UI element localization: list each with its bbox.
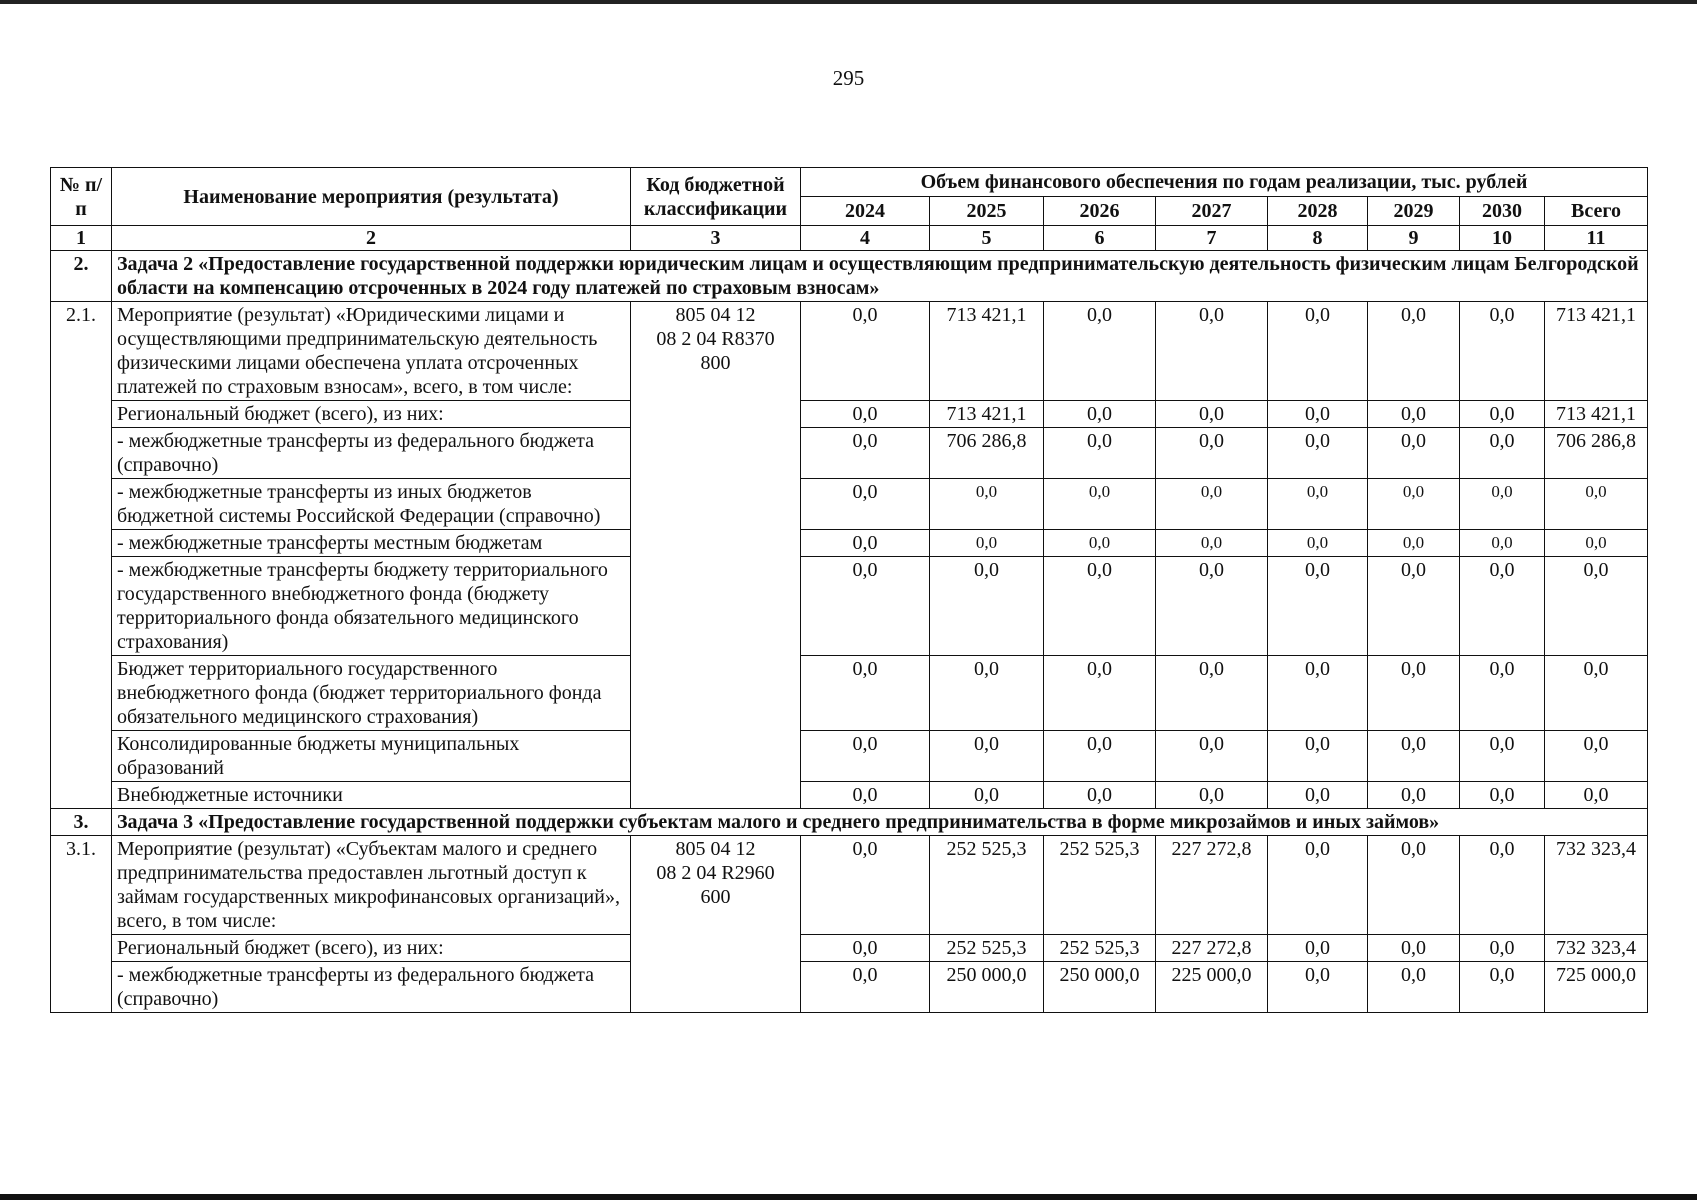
value-cell: 0,0 — [1044, 656, 1156, 731]
budget-source-row — [51, 401, 1648, 428]
value-cell: 0,0 — [930, 731, 1044, 782]
budget-source-row — [51, 557, 1648, 656]
value-cell: 0,0 — [801, 962, 930, 1013]
value-cell: 0,0 — [1368, 557, 1460, 656]
value-cell: 227 272,8 — [1156, 935, 1268, 962]
value-cell: 0,0 — [930, 656, 1044, 731]
row-label: Консолидированные бюджеты муниципальных образований — [112, 731, 631, 782]
value-cell: 0,0 — [1460, 428, 1545, 479]
header-year: 2028 — [1268, 197, 1368, 226]
column-numbers-row — [51, 226, 1648, 251]
column-number: 8 — [1268, 226, 1368, 251]
value-cell: 0,0 — [1268, 656, 1368, 731]
column-number: 10 — [1460, 226, 1545, 251]
row-label: Внебюджетные источники — [112, 782, 631, 809]
budget-source-row — [51, 935, 1648, 962]
value-cell: 725 000,0 — [1545, 962, 1648, 1013]
value-cell: 252 525,3 — [1044, 836, 1156, 935]
column-number: 11 — [1545, 226, 1648, 251]
value-cell: 713 421,1 — [1545, 302, 1648, 401]
value-cell: 252 525,3 — [1044, 935, 1156, 962]
column-number: 9 — [1368, 226, 1460, 251]
value-cell: 0,0 — [1460, 530, 1545, 557]
budget-code: 805 04 12 08 2 04 R8370 800 — [631, 302, 801, 809]
value-cell: 0,0 — [1368, 302, 1460, 401]
row-label: - межбюджетные трансферты из иных бюджетов бюджетной системы Российской Федерации (справочно) — [112, 479, 631, 530]
header-year: 2029 — [1368, 197, 1460, 226]
row-label: - межбюджетные трансферты местным бюджетам — [112, 530, 631, 557]
value-cell: 0,0 — [1268, 557, 1368, 656]
header-year: 2026 — [1044, 197, 1156, 226]
header-total: Всего — [1545, 197, 1648, 226]
value-cell: 0,0 — [1545, 530, 1648, 557]
value-cell: 0,0 — [1044, 557, 1156, 656]
value-cell: 0,0 — [1460, 557, 1545, 656]
value-cell: 713 421,1 — [930, 302, 1044, 401]
row-label: Региональный бюджет (всего), из них: — [112, 935, 631, 962]
value-cell: 0,0 — [1268, 530, 1368, 557]
value-cell: 0,0 — [801, 530, 930, 557]
value-cell: 0,0 — [1368, 962, 1460, 1013]
value-cell: 0,0 — [1156, 782, 1268, 809]
activity-main-row — [51, 302, 1648, 401]
budget-source-row — [51, 479, 1648, 530]
task-row — [51, 251, 1648, 302]
value-cell: 0,0 — [1044, 731, 1156, 782]
value-cell: 0,0 — [1368, 530, 1460, 557]
value-cell: 0,0 — [1460, 731, 1545, 782]
header-no: № п/п — [51, 168, 112, 226]
value-cell: 0,0 — [801, 836, 930, 935]
row-label: - межбюджетные трансферты бюджету территориального государственного внебюджетного фонда (бюджету территориального фонда обязательного медицинского страхования) — [112, 557, 631, 656]
value-cell: 227 272,8 — [1156, 836, 1268, 935]
value-cell: 713 421,1 — [930, 401, 1044, 428]
row-label: Бюджет территориального государственного внебюджетного фонда (бюджет территориального фонда обязательного медицинского страхования) — [112, 656, 631, 731]
value-cell: 732 323,4 — [1545, 935, 1648, 962]
value-cell: 0,0 — [1044, 428, 1156, 479]
activity-index: 2.1. — [51, 302, 112, 809]
task-index: 2. — [51, 251, 112, 302]
header-name: Наименование мероприятия (результата) — [112, 168, 631, 226]
value-cell: 0,0 — [1156, 428, 1268, 479]
value-cell: 0,0 — [1044, 530, 1156, 557]
header-code: Код бюджетной классификации — [631, 168, 801, 226]
column-number: 2 — [112, 226, 631, 251]
budget-source-row — [51, 962, 1648, 1013]
value-cell: 0,0 — [1368, 731, 1460, 782]
budget-code: 805 04 12 08 2 04 R2960 600 — [631, 836, 801, 1013]
value-cell: 0,0 — [1156, 479, 1268, 530]
value-cell: 0,0 — [1368, 401, 1460, 428]
task-row — [51, 809, 1648, 836]
value-cell: 0,0 — [1268, 731, 1368, 782]
value-cell: 225 000,0 — [1156, 962, 1268, 1013]
value-cell: 0,0 — [801, 428, 930, 479]
value-cell: 252 525,3 — [930, 836, 1044, 935]
value-cell: 0,0 — [1545, 731, 1648, 782]
value-cell: 0,0 — [1368, 836, 1460, 935]
value-cell: 0,0 — [1156, 656, 1268, 731]
budget-source-row — [51, 782, 1648, 809]
value-cell: 0,0 — [801, 401, 930, 428]
column-number: 7 — [1156, 226, 1268, 251]
value-cell: 0,0 — [1460, 782, 1545, 809]
header-year: 2025 — [930, 197, 1044, 226]
task-title: Задача 2 «Предоставление государственной поддержки юридическим лицам и осуществляющим предпринимательскую деятельность физическим лицам Белгородской области на компенсацию отсроченных в 2024 году платежей по страховым взносам» — [112, 251, 1648, 302]
value-cell: 0,0 — [1460, 401, 1545, 428]
column-number: 5 — [930, 226, 1044, 251]
value-cell: 0,0 — [1460, 302, 1545, 401]
activity-index: 3.1. — [51, 836, 112, 1013]
value-cell: 732 323,4 — [1545, 836, 1648, 935]
value-cell: 0,0 — [1460, 479, 1545, 530]
value-cell: 0,0 — [801, 302, 930, 401]
value-cell: 0,0 — [1044, 302, 1156, 401]
value-cell: 0,0 — [1156, 302, 1268, 401]
value-cell: 0,0 — [1268, 962, 1368, 1013]
value-cell: 0,0 — [1368, 656, 1460, 731]
value-cell: 0,0 — [930, 557, 1044, 656]
value-cell: 0,0 — [1268, 782, 1368, 809]
task-index: 3. — [51, 809, 112, 836]
value-cell: 0,0 — [1545, 782, 1648, 809]
row-label: Мероприятие (результат) «Субъектам малого и среднего предпринимательства предоставлен льготный доступ к займам государственных микрофинансовых организаций», всего, в том числе: — [112, 836, 631, 935]
budget-source-row — [51, 656, 1648, 731]
value-cell: 0,0 — [1044, 401, 1156, 428]
value-cell: 0,0 — [801, 557, 930, 656]
value-cell: 713 421,1 — [1545, 401, 1648, 428]
value-cell: 0,0 — [1460, 935, 1545, 962]
value-cell: 0,0 — [1156, 731, 1268, 782]
value-cell: 250 000,0 — [1044, 962, 1156, 1013]
value-cell: 0,0 — [1268, 836, 1368, 935]
budget-source-row — [51, 731, 1648, 782]
value-cell: 0,0 — [1545, 479, 1648, 530]
value-cell: 252 525,3 — [930, 935, 1044, 962]
value-cell: 706 286,8 — [1545, 428, 1648, 479]
value-cell: 0,0 — [1460, 836, 1545, 935]
row-label: - межбюджетные трансферты из федерального бюджета (справочно) — [112, 428, 631, 479]
column-number: 1 — [51, 226, 112, 251]
header-year: 2024 — [801, 197, 930, 226]
budget-source-row — [51, 530, 1648, 557]
value-cell: 0,0 — [1268, 302, 1368, 401]
value-cell: 0,0 — [1268, 479, 1368, 530]
value-cell: 0,0 — [930, 530, 1044, 557]
value-cell: 0,0 — [1044, 782, 1156, 809]
row-label: - межбюджетные трансферты из федерального бюджета (справочно) — [112, 962, 631, 1013]
value-cell: 0,0 — [1368, 479, 1460, 530]
value-cell: 0,0 — [801, 731, 930, 782]
value-cell: 0,0 — [1268, 428, 1368, 479]
value-cell: 0,0 — [1156, 401, 1268, 428]
column-number: 3 — [631, 226, 801, 251]
value-cell: 0,0 — [1368, 428, 1460, 479]
value-cell: 0,0 — [1268, 935, 1368, 962]
budget-source-row — [51, 428, 1648, 479]
value-cell: 250 000,0 — [930, 962, 1044, 1013]
task-title: Задача 3 «Предоставление государственной поддержки субъектам малого и среднего предпринимательства в форме микрозаймов и иных займов» — [112, 809, 1648, 836]
value-cell: 0,0 — [1368, 782, 1460, 809]
value-cell: 0,0 — [1460, 962, 1545, 1013]
value-cell: 0,0 — [1545, 557, 1648, 656]
value-cell: 0,0 — [801, 656, 930, 731]
value-cell: 0,0 — [1460, 656, 1545, 731]
value-cell: 0,0 — [1156, 557, 1268, 656]
value-cell: 0,0 — [930, 782, 1044, 809]
value-cell: 0,0 — [1545, 656, 1648, 731]
bottom-border-band — [0, 1194, 1697, 1200]
financing-table — [50, 167, 1648, 1013]
value-cell: 0,0 — [1268, 401, 1368, 428]
header-year: 2030 — [1460, 197, 1545, 226]
value-cell: 0,0 — [801, 935, 930, 962]
column-number: 6 — [1044, 226, 1156, 251]
value-cell: 0,0 — [801, 782, 930, 809]
value-cell: 0,0 — [1368, 935, 1460, 962]
top-border-line — [0, 0, 1697, 4]
value-cell: 0,0 — [801, 479, 930, 530]
header-year: 2027 — [1156, 197, 1268, 226]
value-cell: 0,0 — [930, 479, 1044, 530]
row-label: Региональный бюджет (всего), из них: — [112, 401, 631, 428]
row-label: Мероприятие (результат) «Юридическими лицами и осуществляющими предпринимательскую деятельность физическими лицами обеспечена уплата отсроченных платежей по страховым взносам», всего, в том числе: — [112, 302, 631, 401]
activity-main-row — [51, 836, 1648, 935]
value-cell: 0,0 — [1156, 530, 1268, 557]
value-cell: 706 286,8 — [930, 428, 1044, 479]
header-row-1 — [51, 168, 1648, 197]
column-number: 4 — [801, 226, 930, 251]
header-volume: Объем финансового обеспечения по годам реализации, тыс. рублей — [801, 168, 1648, 197]
page-number: 295 — [832, 66, 865, 90]
value-cell: 0,0 — [1044, 479, 1156, 530]
